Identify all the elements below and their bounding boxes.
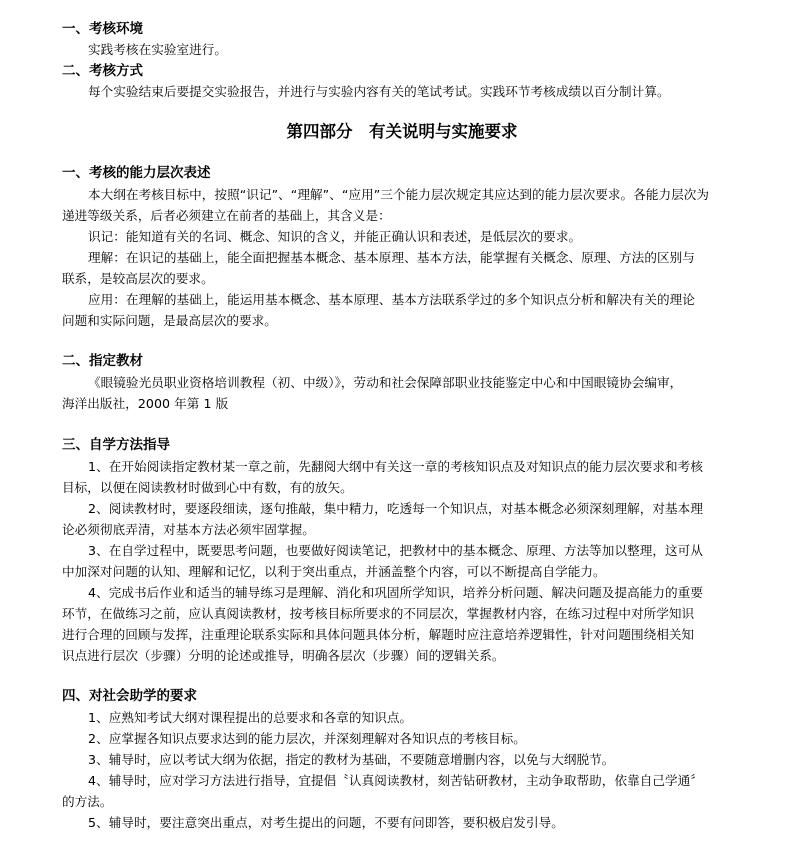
paragraph-line: 3、辅导时，应以考试大纲为依据，指定的教材为基础，不要随意增删内容，以免与大纲脱节。 bbox=[88, 752, 615, 767]
section-heading-ability-levels: 一、考核的能力层次表述 bbox=[62, 165, 211, 181]
paragraph: 实践考核在实验室进行。 bbox=[88, 42, 228, 57]
paragraph-line: 识点进行层次（步骤）分明的论述或推导，明确各层次（步骤）间的逻辑关系。 bbox=[62, 648, 505, 663]
paragraph-line: 理解：在识记的基础上，能全面把握基本概念、基本原理、基本方法，能掌握有关概念、原理、方法的区别与 bbox=[88, 250, 695, 265]
paragraph-line: 递进等级关系，后者必须建立在前者的基础上，其含义是： bbox=[62, 208, 391, 223]
paragraph-line: 环节，在做练习之前，应认真阅读教材，按考核目标所要求的不同层次，掌握教材内容，在练习过程中对所学知识 bbox=[62, 606, 695, 621]
paragraph-line: 2、应掌握各知识点要求达到的能力层次，并深刻理解对各知识点的考核目标。 bbox=[88, 731, 526, 746]
paragraph-line: 4、辅导时，应对学习方法进行指导，宜提倡〝认真阅读教材，刻苦钻研教材，主动争取帮助，依靠自己学通〞 bbox=[88, 773, 703, 788]
paragraph-line: 4、完成书后作业和适当的辅导练习是理解、消化和巩固所学知识，培养分析问题、解决问题及提高能力的重要 bbox=[88, 585, 703, 600]
paragraph: 每个实验结束后要提交实验报告，并进行与实验内容有关的笔试考试。实践环节考核成绩以百分制计算。 bbox=[88, 84, 670, 99]
part-title: 第四部分 有关说明与实施要求 bbox=[286, 122, 518, 141]
paragraph-line: 1、在开始阅读指定教材某一章之前，先翻阅大纲中有关这一章的考核知识点及对知识点的能力层次要求和考核 bbox=[88, 459, 703, 474]
paragraph-line: 2、阅读教材时，要逐段细读，逐句推敲，集中精力，吃透每一个知识点，对基本概念必须深刻理解，对基本理 bbox=[88, 501, 703, 516]
section-heading-social-tutoring: 四、对社会助学的要求 bbox=[62, 688, 197, 704]
paragraph-line: 联系，是较高层次的要求。 bbox=[62, 271, 214, 286]
paragraph-line: 1、应熟知考试大纲对课程提出的总要求和各章的知识点。 bbox=[88, 710, 413, 725]
paragraph-line: 问题和实际问题，是最高层次的要求。 bbox=[62, 313, 277, 328]
paragraph-line: 识记：能知道有关的名词、概念、知识的含义，并能正确认识和表述，是低层次的要求。 bbox=[88, 229, 582, 244]
paragraph-line: 海洋出版社，2000 年第 1 版 bbox=[62, 396, 229, 411]
paragraph-line: 3、在自学过程中，既要思考问题，也要做好阅读笔记，把教材中的基本概念、原理、方法等加以整理，这可从 bbox=[88, 543, 703, 558]
paragraph-line: 本大纲在考核目标中，按照“识记”、“理解”、“应用”三个能力层次规定其应达到的能力层次要求。各能力层次为 bbox=[88, 187, 710, 202]
paragraph-line: 进行合理的回顾与发挥，注重理论联系实际和具体问题具体分析，解题时应注意培养逻辑性，针对问题围绕相关知 bbox=[62, 627, 695, 642]
paragraph-line: 的方法。 bbox=[62, 794, 113, 809]
section-heading-self-study: 三、自学方法指导 bbox=[62, 437, 170, 453]
paragraph-line: 中加深对问题的认知、理解和记忆，以利于突出重点，并涵盖整个内容，可以不断提高自学能力。 bbox=[62, 564, 606, 579]
section-heading-textbook: 二、指定教材 bbox=[62, 353, 143, 369]
section-heading-exam-environment: 一、考核环境 bbox=[62, 21, 143, 37]
paragraph-line: 应用：在理解的基础上，能运用基本概念、基本原理、基本方法联系学过的多个知识点分析和解决有关的理论 bbox=[88, 292, 695, 307]
paragraph-line: 目标，以便在阅读教材时做到心中有数，有的放矢。 bbox=[62, 480, 353, 495]
paragraph-line: 5、辅导时，要注意突出重点，对考生提出的问题，不要有问即答，要积极启发引导。 bbox=[88, 815, 564, 830]
section-heading-exam-method: 二、考核方式 bbox=[62, 63, 143, 79]
paragraph-line: 《眼镜验光员职业资格培训教程（初、中级）》，劳动和社会保障部职业技能鉴定中心和中国眼镜协会编审， bbox=[88, 375, 683, 390]
paragraph-line: 论必须彻底弄清，对基本方法必须牢固掌握。 bbox=[62, 522, 315, 537]
